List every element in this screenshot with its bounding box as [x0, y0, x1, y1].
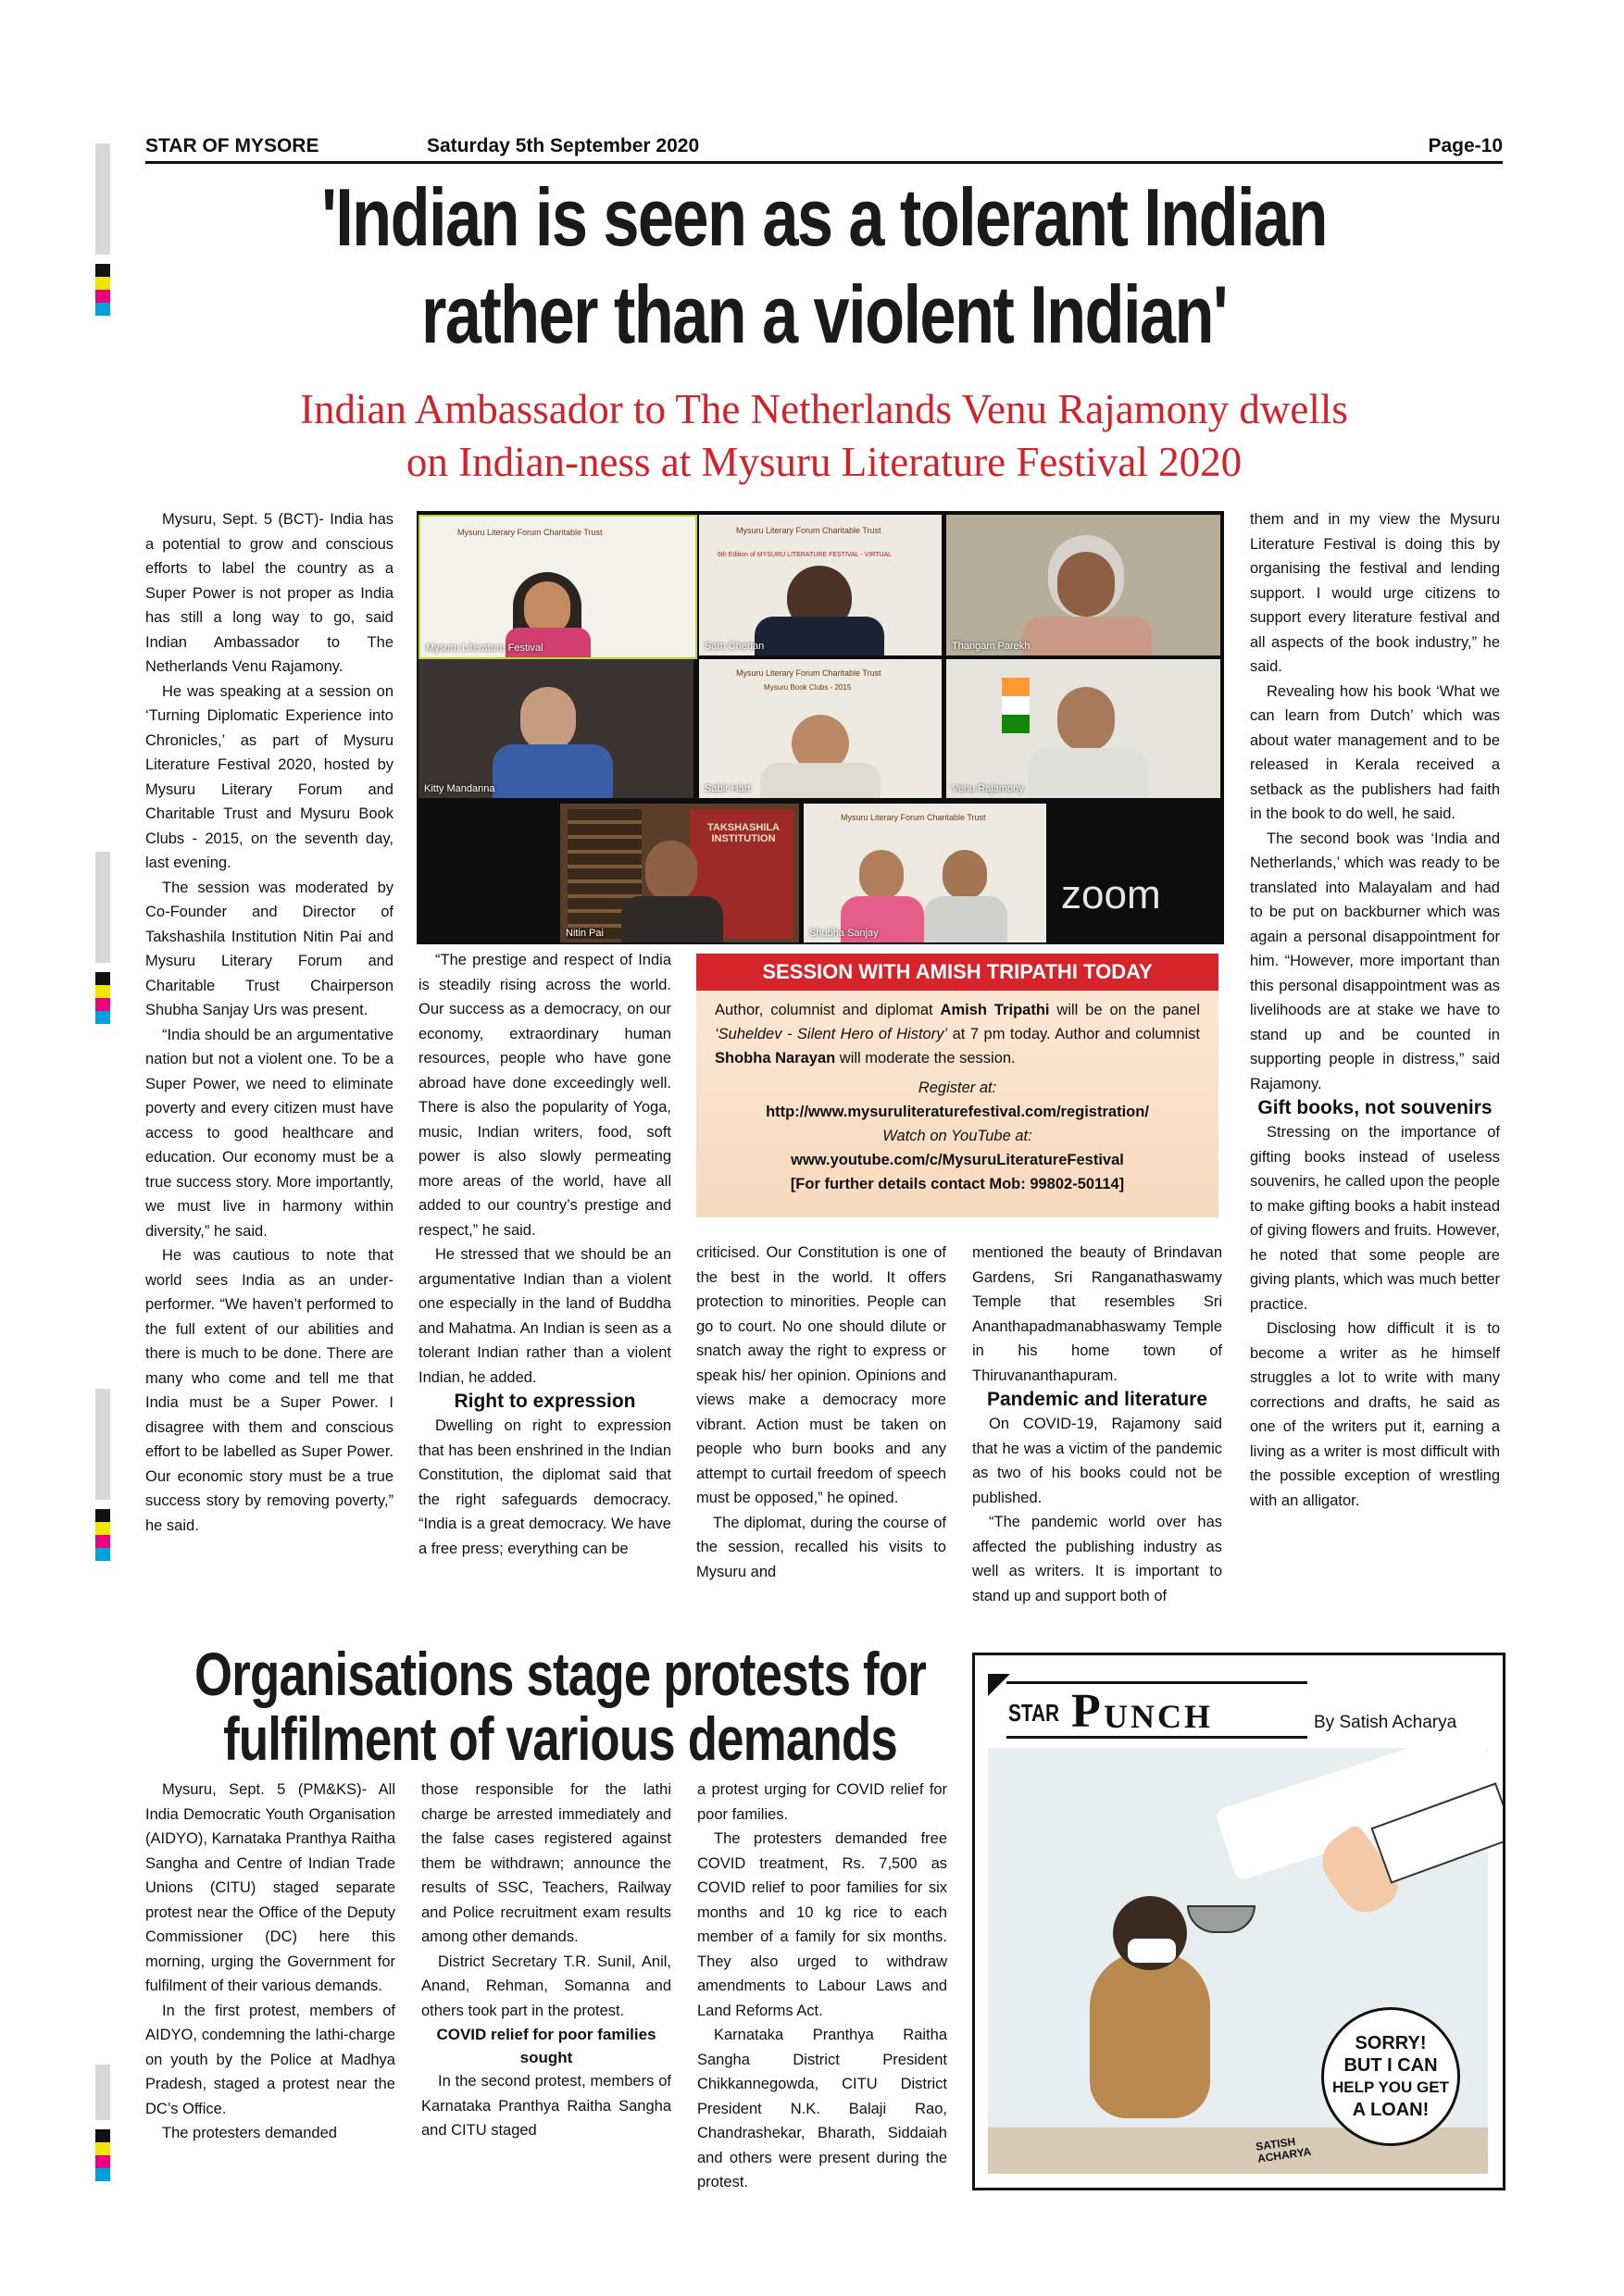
paragraph: “The prestige and respect of India is steadily rising across the world. Our success as a democracy, on our economy, extraordinary human resources, people who have gone abroad have done exceedingly well. There is also the popularity of Yoga, music, Indian writers, food, soft power is also slowly permeating more areas of the world, have all added to our country’s prestige and respect,” he said.: [418, 952, 671, 1239]
paragraph: The protesters demanded free COVID treatment, Rs. 7,500 as COVID relief to poor families for six months and 10 kg rice to each member of a family for six months. They also urged to withdraw amendments to Labour Laws and Land Reforms Act.: [697, 1830, 947, 2019]
paragraph: mentioned the beauty of Brindavan Gardens, Sri Ranganathaswamy Temple that resembles Sri Ananthapadmanabhaswamy Temple in his home town of Thiruvananthapuram.: [972, 1244, 1222, 1384]
paragraph: He stressed that we should be an argumentative Indian than a violent one especially in the land of Buddha and Mahatma. An Indian is seen as a tolerant Indian rather than a violent Indian, he added.: [418, 1246, 671, 1386]
watch-label: Watch on YouTube at:: [882, 1128, 1032, 1144]
trust-banner-text: Mysuru Literary Forum Charitable Trust: [457, 528, 603, 537]
register-link[interactable]: http://www.mysuruliteraturefestival.com/registration/: [766, 1104, 1149, 1120]
speech-bubble: SORRY! BUT I CAN HELP YOU GET A LOAN!: [1321, 2007, 1460, 2146]
video-tile-2: Mysuru Literary Forum Charitable Trust 6th Edition of MYSURU LITERATURE FESTIVAL - VIRTUAL Sam Cherian: [699, 515, 942, 655]
paragraph: The second book was ‘India and Netherlands,’ which was ready to be translated into Malayalam and had to be put on backburner which was again a personal disappointment for him. “However, more important than this personal disappointment was as livelihoods are at stake we have to stand up and be counted in supporting people in distress,” said Rajamony.: [1250, 830, 1500, 1092]
video-tile-4: [418, 659, 693, 798]
subhead-gift-books: Gift books, not souvenirs: [1257, 1097, 1493, 1118]
subhead-pandemic: Pandemic and literature: [986, 1389, 1208, 1410]
story1-column-1: [145, 507, 394, 1538]
zoom-session-photo: [417, 511, 1224, 944]
video-tile-8: Mysuru Literary Forum Charitable Trust Shubha Sanjay: [804, 804, 1046, 942]
paragraph: The session was moderated by Co-Founder and Director of Takshashila Institution Nitin Pai and Mysuru Literary Forum and Charitable Trust Chairperson Shubha Sanjay Urs was present.: [145, 879, 394, 1018]
registration-mark-mid2: [95, 1389, 110, 1561]
paragraph: He was cautious to note that world sees India as an under-performer. “We haven’t performed to the full extent of our abilities and there is much to be done. There are many who come and tell me that India must be a Super Power. I disagree with them and conscious effort to be labelled as Super Power. Our economic story must be a true success story by removing poverty,” he said.: [145, 1247, 394, 1534]
story2-column-1: [145, 1778, 395, 2146]
registration-mark-top: [95, 144, 110, 316]
paragraph: District Secretary T.R. Sunil, Anil, Anand, Rehman, Somanna and others took part in the protest.: [421, 1953, 671, 2019]
story2-column-2: [421, 1778, 671, 2143]
paragraph: The protesters demanded: [162, 2125, 337, 2141]
masthead: [145, 135, 1503, 163]
header-rule: [145, 161, 1503, 164]
contact-line: [For further details contact Mob: 99802-50114]: [790, 1176, 1125, 1192]
tile-name: Sam Cherian: [705, 641, 765, 652]
paragraph: Disclosing how difficult it is to become a writer as he himself struggles a lot to write with many corrections and drafts, he said as one of the writers put it, earning a living as a writer is most difficult with the possible exception of wrestling with an alligator.: [1250, 1320, 1500, 1509]
story1-column-4: [972, 1241, 1222, 1608]
story2-headline-line1: Organisations stage protests for: [194, 1640, 927, 1708]
session-box-text: Author, columnist and diplomat Amish Tripathi will be on the panel ‘Suheldev - Silent Hero of History’ at 7 pm today. Author and columnist Shobha Narayan will moderate the session.: [715, 1002, 1200, 1067]
mask: [1127, 1938, 1177, 1964]
subheadline-line1: Indian Ambassador to The Netherlands Venu Rajamony dwells: [300, 386, 1348, 432]
video-tile-7: TAKSHASHILA INSTITUTION Nitin Pai: [560, 804, 799, 942]
paragraph: On COVID-19, Rajamony said that he was a victim of the pandemic as two of his books could not be published.: [972, 1416, 1222, 1506]
story1-column-3: [696, 1241, 946, 1584]
flag: [1002, 678, 1030, 733]
tile-name: Thangam Parekh: [952, 641, 1031, 652]
paragraph: “India should be an argumentative nation but not a violent one. To be a Super Power, we need to eliminate poverty and every citizen must have access to good healthcare and education. Our economy must be a true success story. More importantly, we must live in harmony within diversity,” he said.: [145, 1026, 394, 1240]
paragraph: Mysuru, Sept. 5 (PM&KS)- All India Democratic Youth Organisation (AIDYO), Karnataka Pranthya Raitha Sangha and Centre of Indian Trade Unions (CITU) staged separate protest near the Office of the Deputy Commissioner (DC) here this morning, urging the Government for fulfilment of their various demands.: [145, 1781, 395, 1994]
session-box-title: SESSION WITH AMISH TRIPATHI TODAY: [696, 954, 1218, 991]
paragraph: them and in my view the Mysuru Literature Festival is doing this by organising the festival and lending support. I would urge citizens to support every literature festival and all aspects of the book industry,” he said.: [1250, 511, 1500, 675]
paragraph: In the first protest, members of AIDYO, condemning the lathi-charge on youth by the Police at Madhya Pradesh, staged a protest near the DC’s Office.: [145, 2002, 395, 2117]
register-label: Register at:: [918, 1079, 997, 1096]
tile-name: Nitin Pai: [566, 928, 604, 939]
tile-name: Sabir Hart: [705, 783, 751, 794]
issue-date: Saturday 5th September 2020: [427, 135, 700, 156]
paragraph: In the second protest, members of Karnataka Pranthya Raitha Sangha and CITU staged: [421, 2073, 671, 2139]
paragraph: Revealing how his book ‘What we can learn from Dutch’ which was about water management and to be released in Kerala received a setback as the publishers had faith in the book to do well, he said.: [1250, 682, 1500, 822]
video-tile-3: [946, 515, 1220, 655]
tile-name: Shubha Sanjay: [809, 928, 879, 939]
registration-mark-bottom: [95, 2065, 110, 2181]
paragraph: those responsible for the lathi charge be arrested immediately and the false cases registered against them be withdrawn; announce the results of SSC, Teachers, Railway and Police recruitment exam results among other demands.: [421, 1781, 671, 1945]
paragraph: a protest urging for COVID relief for poor families.: [697, 1781, 947, 1823]
video-tile-6: [946, 659, 1220, 798]
story1-column-2: [418, 948, 671, 1561]
tile-name: Mysuru Literature Festival: [426, 643, 543, 654]
paragraph: The diplomat, during the course of the session, recalled his visits to Mysuru and: [696, 1514, 946, 1580]
story2-column-3: [697, 1778, 947, 2195]
video-tile-1: [418, 515, 697, 659]
paragraph: “The pandemic world over has affected the publishing industry as well as writers. It is important to stand up and support both of: [972, 1514, 1222, 1604]
page-number: Page-10: [1428, 135, 1503, 156]
session-box: [696, 954, 1218, 1217]
cartoon-byline: By Satish Acharya: [1314, 1713, 1457, 1732]
tile-name: Venu Rajamony: [952, 783, 1024, 794]
paragraph: Mysuru, Sept. 5 (BCT)- India has a potential to grow and conscious efforts to label the country as a Super Power is not proper as India has still a long way to go, said Indian Ambassador to The Netherlands Venu Rajamony.: [145, 511, 394, 675]
registration-mark-mid1: [95, 852, 110, 1024]
main-headline-line2: rather than a violent Indian': [420, 268, 1228, 360]
artist-signature: SATISH ACHARYA: [1255, 2135, 1313, 2165]
cartoon-scene: [988, 1748, 1488, 2174]
paper-name: STAR OF MYSORE: [145, 135, 319, 156]
beggar-body: [1090, 1952, 1210, 2118]
paragraph: Dwelling on right to expression that has been enshrined in the Indian Constitution, the diplomat said that the right safeguards democracy. “India is a great democracy. We have a free press; everything can be: [418, 1417, 671, 1557]
tile-name: Kitty Mandanna: [424, 783, 495, 794]
paragraph: criticised. Our Constitution is one of the best in the world. It offers protection to minorities. People can go to court. No one should dilute or snatch away the right to express or speak his/ her opinion. Opinions and views make a democracy more vibrant. Action must be taken on people who burn books and any attempt to curtail freedom of speech must be opposed,” he opined.: [696, 1244, 946, 1506]
bowl: [1187, 1905, 1255, 1933]
subheadline-line2: on Indian-ness at Mysuru Literature Festival 2020: [406, 439, 1243, 485]
subhead-right-to-expression: Right to expression: [454, 1391, 636, 1412]
youtube-link[interactable]: www.youtube.com/c/MysuruLiteratureFestival: [791, 1152, 1124, 1168]
main-headline-line1: 'Indian is seen as a tolerant Indian: [321, 171, 1327, 263]
cartoon-title: STAR P UNCH: [1006, 1681, 1307, 1739]
star-punch-cartoon: [972, 1653, 1505, 2190]
zoom-logo: zoom: [1061, 872, 1161, 917]
subhead-covid-relief: COVID relief for poor families sought: [436, 2026, 656, 2066]
paragraph: Stressing on the importance of gifting books instead of useless souvenirs, he called upon the people to make gifting books a habit instead of giving flowers and fruits. However, he noted that some people are giving plants, which was much better practice.: [1250, 1124, 1500, 1313]
paragraph: Karnataka Pranthya Raitha Sangha District President Chikkannegowda, CITU District President N.K. Balaji Rao, Chandrashekar, Bharath, Siddaiah and others were present during the protest.: [697, 2027, 947, 2190]
story2-headline-line2: fulfilment of various demands: [223, 1704, 897, 1773]
story1-column-5: [1250, 507, 1500, 1513]
video-tile-5: Mysuru Literary Forum Charitable Trust Mysuru Book Clubs - 2015 Sabir Hart: [699, 659, 942, 798]
paragraph: He was speaking at a session on ‘Turning Diplomatic Experience into Chronicles,’ as part of Mysuru Literature Festival 2020, hosted by Mysuru Literary Forum and Charitable Trust and Mysuru Book Clubs - 2015, on the seventh day, last evening.: [145, 682, 394, 871]
